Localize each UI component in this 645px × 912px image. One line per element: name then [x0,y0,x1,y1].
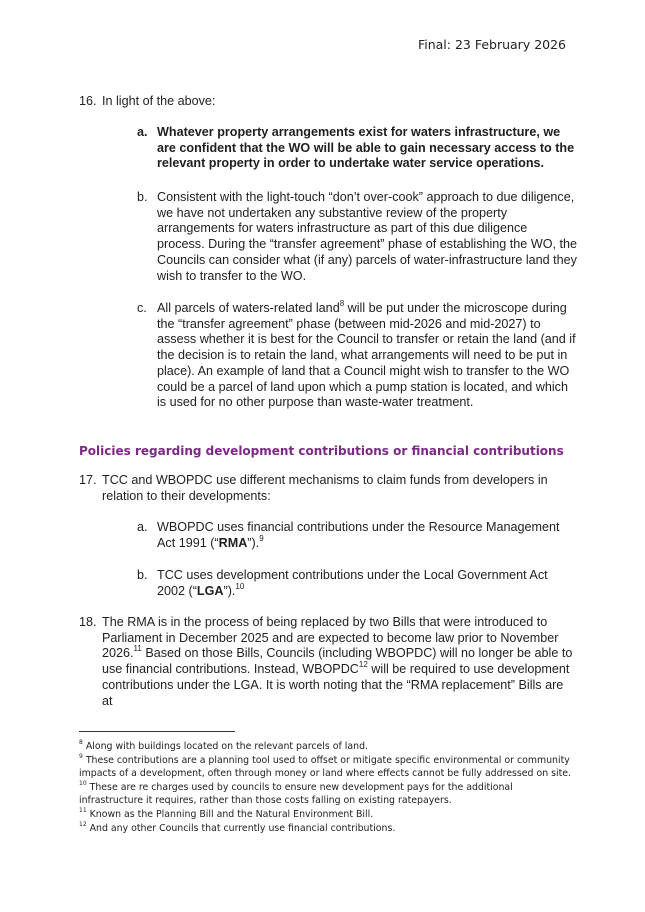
header-date: Final: 23 February 2026 [417,37,566,52]
footnote-ref-8: 8 [339,298,345,308]
para-16-number: 16. [79,94,97,108]
footnote-12: $^{12}$ And any other Councils that currently use financial contributions. [79,820,396,834]
footnote-10: $^{10}$ These are re charges used by councils to ensure new development pays for the additional infrastructure it requires, rather than those costs falling on existing ratepayers. [79,779,513,807]
para-18-number: 18. [79,615,97,629]
footnote-11: $^{11}$ Known as the Planning Bill and the Natural Environment Bill. [79,806,374,820]
para-16b-text: Consistent with the light-touch “don’t over-cook” approach to due diligence, we have not undertaken any substantive review of the property arrangements for waters infrastructure as part of this due diligence process. During the “transfer agreement” phase of establishing the WO, the Councils can consider what (if any) parcels of water-infrastructure land they wish to transfer to the WO. [157,190,578,283]
para-17-intro: TCC and WBOPDC use different mechanisms to claim funds from developers in relation to their developments: [102,473,548,503]
para-16c-text: All parcels of waters-related land$^8$ will be put under the microscope during the “transfer agreement” phase (between mid-2026 and mid-2027) to assess whether it is best for the Council to transfer or retain the land (and if the decision is to retain the land, what arrangements will need to be put in place). An example of land that a Council might wish to transfer to the WO could be a parcel of land upon which a pump station is located, and which is used for no other purpose than waste-water treatment. [157,298,576,410]
para-16-intro: In light of the above: [102,94,216,108]
para-18-text: The RMA is in the process of being replaced by two Bills that were introduced to Parliament in December 2025 and are expected to become law prior to November 2026.11 Based on those Bills, Councils (including WBOPDC) will no longer be able to use financial contributions. Instead, WBOPDC$^{12}$ will be required to use development contributions under the LGA. It is worth noting that the “RMA replacement” Bills are at [102,615,573,708]
footnote-ref-11: 11 [133,644,142,654]
section-heading: Policies regarding development contributions or financial contributions [79,444,564,458]
para-16a-text: Whatever property arrangements exist for waters infrastructure, we are confident that the WO will be able to gain necessary access to the relevant property in order to undertake water service operations. [157,125,575,171]
footnote-ref-12: 12 [358,659,368,669]
footnote-ref-10: 10 [235,581,245,591]
para-16a-label: a. [137,125,148,139]
para-16b-label: b. [137,190,148,204]
para-16c-label: c. [137,301,147,315]
para-17a-text: WBOPDC uses financial contributions under the Resource Management Act 1991 (“RMA”).$^9$ [157,520,560,550]
para-17-number: 17. [79,473,97,487]
footnote-9: $^9$ These contributions are a planning tool used to offset or mitigate specific environmental or community impacts of a development, often through money or land where effects cannot be fully addressed on site. [79,752,572,780]
footnote-ref-9: 9 [259,533,264,543]
para-17a-label: a. [137,520,148,534]
footnote-separator [79,731,235,732]
footnote-8: $^8$ Along with buildings located on the relevant parcels of land. [79,738,369,752]
para-17b-label: b. [137,568,148,582]
para-17b-text: TCC uses development contributions under the Local Government Act 2002 (“LGA”).$^{10}$ [157,568,548,598]
